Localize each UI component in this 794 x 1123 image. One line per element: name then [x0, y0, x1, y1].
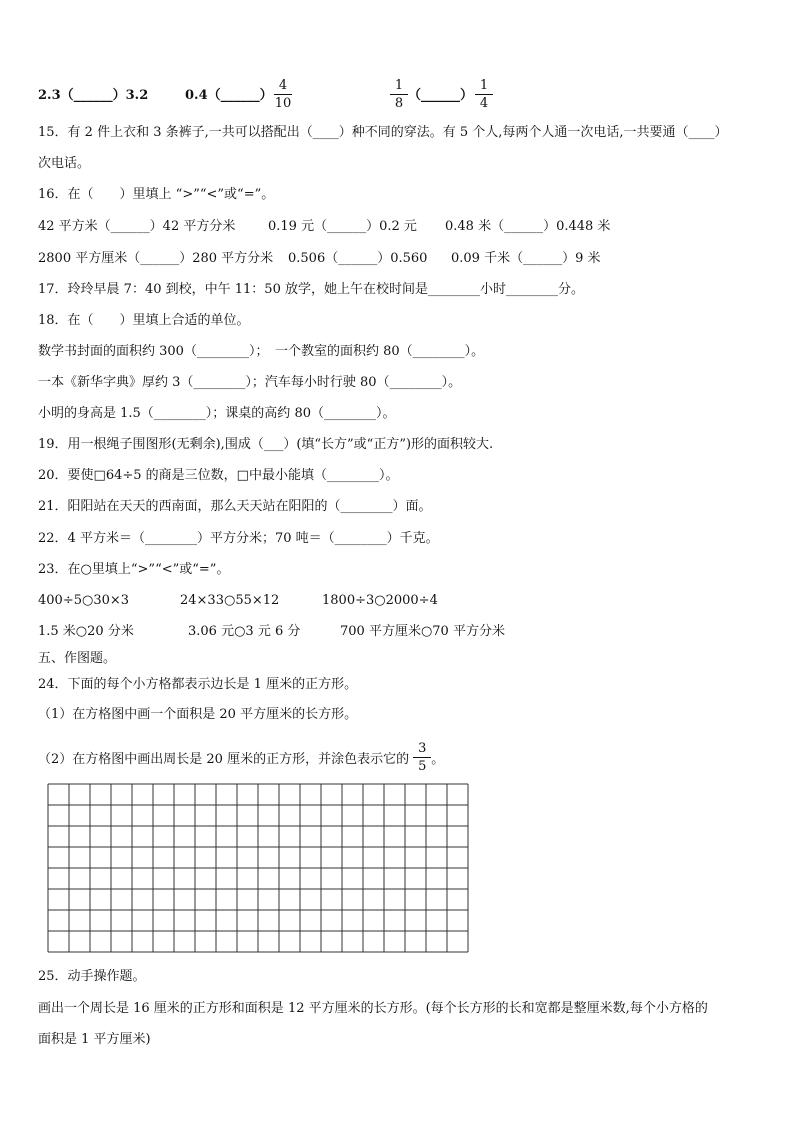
q16-row1-item3: 0.48 米（______）0.448 米: [445, 219, 611, 234]
q23-row1-item2: 24×33○55×12: [180, 593, 280, 608]
q23-row2-item3: 700 平方厘米○70 平方分米: [340, 624, 505, 639]
q17: 17．玲玲早晨 7：40 到校，中午 11：50 放学，她上午在校时间是________小时________分。: [38, 282, 584, 297]
compare-item-2-left: 0.4（______）: [185, 88, 273, 103]
q25-line1: 画出一个周长是 16 厘米的正方形和面积是 12 平方厘米的长方形。(每个长方形的长和宽都是整厘米数,每个小方格的: [38, 1001, 708, 1016]
q19: 19．用一根绳子围图形(无剩余),围成（___）(填“长方”或“正方”)形的面积较大.: [38, 437, 494, 452]
q23-row2-item1: 1.5 米○20 分米: [38, 624, 134, 639]
q15-line2: 次电话。: [38, 156, 91, 171]
fraction-denominator: 4: [479, 96, 489, 111]
square-grid[interactable]: [47, 783, 469, 955]
q23-row1-item1: 400÷5○30×3: [38, 593, 130, 608]
fraction-denominator: 10: [274, 96, 292, 111]
fraction-numerator: 1: [475, 78, 493, 95]
fraction-denominator: 5: [418, 759, 427, 774]
q23-row1-item3: 1800÷3○2000÷4: [322, 593, 438, 608]
fraction-1-8: [390, 78, 408, 111]
q24-part2: [38, 743, 444, 776]
q16-row2-item3: 0.09 千米（______）9 米: [451, 251, 601, 266]
q18-line3: 小明的身高是 1.5（________）；课桌的高约 80（________）。: [38, 406, 396, 421]
q16-title: 16．在（ ）里填上 “>”“<”或“=”。: [38, 187, 275, 202]
q24-title: 24．下面的每个小方格都表示边长是 1 厘米的正方形。: [38, 677, 358, 692]
q20: 20．要使□64÷5 的商是三位数，□中最小能填（________）。: [38, 468, 399, 483]
fraction-numerator: 1: [390, 78, 408, 95]
fraction-numerator: 4: [274, 78, 292, 95]
q16-row2-item2: 0.506（______）0.560: [288, 251, 428, 266]
q24-part2-text: （2）在方格图中画出周长是 20 厘米的正方形，并涂色表示它的: [38, 752, 410, 767]
q15-line1: 15．有 2 件上衣和 3 条裤子,一共可以搭配出（____）种不同的穿法。有 5 个人,每两个人通一次电话,一共要通（____）: [38, 125, 728, 140]
q18-title: 18．在（ ）里填上合适的单位。: [38, 313, 250, 328]
q24-part1: （1）在方格图中画一个面积是 20 平方厘米的长方形。: [38, 707, 358, 722]
fraction-4-10: [274, 78, 292, 111]
fraction-denominator: 8: [394, 96, 404, 111]
section-title: 五、作图题。: [38, 651, 117, 666]
fraction-numerator: 3: [413, 741, 431, 758]
q21: 21．阳阳站在天天的西南面，那么天天站在阳阳的（________）面。: [38, 499, 432, 514]
q18-line2: 一本《新华字典》厚约 3（________）；汽车每小时行驶 80（________）。: [38, 375, 462, 390]
q16-row2-item1: 2800 平方厘米（______）280 平方分米: [38, 251, 274, 266]
compare-item-3-blank: （______）: [408, 88, 474, 103]
q18-line1: 数学书封面的面积约 300（________）； 一个教室的面积约 80（________）。: [38, 344, 485, 359]
q23-title: 23．在○里填上“>”“<”或“=”。: [38, 562, 230, 577]
q23-row2-item2: 3.06 元○3 元 6 分: [188, 624, 301, 639]
fraction-1-4: [475, 78, 493, 111]
q16-row1-item2: 0.19 元（______）0.2 元: [268, 219, 417, 234]
q16-row1-item1: 42 平方米（______）42 平方分米: [38, 219, 236, 234]
q24-part2-end: 。: [431, 752, 445, 767]
compare-item-1: 2.3（______）3.2: [38, 88, 149, 103]
fraction-3-5: [413, 741, 431, 774]
q25-title: 25．动手操作题。: [38, 969, 146, 984]
q22: 22．4 平方米＝（________）平方分米；70 吨＝（________）千克。: [38, 531, 439, 546]
q25-line2: 面积是 1 平方厘米): [38, 1032, 151, 1047]
